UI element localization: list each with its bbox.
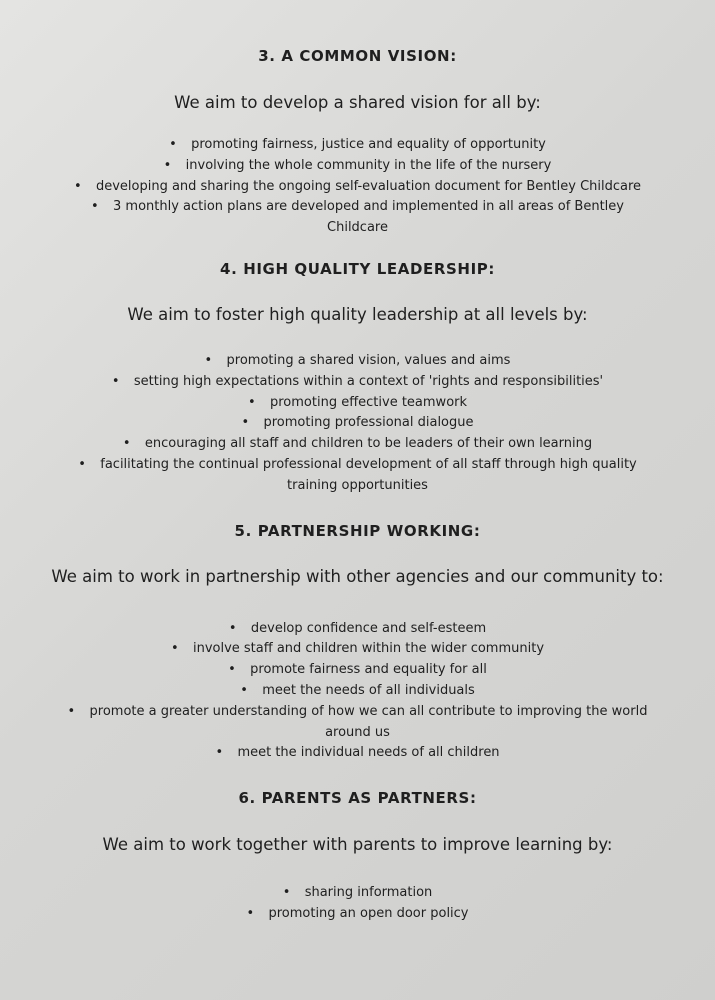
bullet-list	[0, 619, 715, 765]
bullet-icon: •	[246, 905, 255, 921]
bullet-icon: •	[240, 682, 248, 698]
bullet-icon: •	[247, 394, 256, 410]
bullet-icon: •	[78, 456, 86, 472]
section-intro: We aim to work together with parents to improve learning by:	[102, 835, 613, 855]
list-item	[60, 883, 655, 904]
list-item	[60, 434, 655, 455]
list-item	[60, 372, 655, 393]
list-item-text: promote a greater understanding of how we can all contribute to improving the world around us	[89, 703, 648, 740]
list-item-text: involve staff and children within the wider community	[192, 641, 545, 657]
bullet-icon: •	[204, 352, 213, 368]
list-item-text: meet the needs of all individuals	[262, 682, 475, 698]
list-item	[60, 197, 655, 239]
bullet-list	[0, 351, 715, 497]
list-item	[60, 177, 655, 198]
list-item	[60, 660, 655, 681]
bullet-icon: •	[73, 178, 82, 194]
list-item	[60, 351, 655, 372]
section-intro: We aim to develop a shared vision for all by:	[174, 93, 541, 112]
bullet-list	[0, 135, 715, 239]
bullet-icon: •	[67, 703, 76, 719]
list-item	[60, 743, 655, 764]
list-item	[60, 619, 655, 640]
list-item	[60, 393, 655, 414]
list-item-text: develop confidence and self-esteem	[250, 620, 487, 636]
section-intro: We aim to foster high quality leadership at all levels by:	[127, 304, 588, 324]
list-item-text: involving the whole community in the life of the nursery	[185, 157, 552, 173]
list-item	[60, 639, 655, 660]
section-heading: 3. A COMMON VISION:	[258, 47, 457, 65]
list-item-text: setting high expectations within a context of 'rights and responsibilities'	[133, 373, 604, 389]
list-item	[60, 702, 655, 744]
section-heading: 6. PARENTS AS PARTNERS:	[238, 789, 477, 808]
list-item-text: promote fairness and equality for all	[250, 662, 487, 678]
section-intro: We aim to work in partnership with other agencies and our community to:	[51, 566, 664, 586]
list-item-text: encouraging all staff and children to be leaders of their own learning	[144, 436, 593, 452]
bullet-icon: •	[169, 137, 177, 152]
list-item-text: promoting fairness, justice and equality of opportunity	[191, 137, 546, 152]
list-item	[60, 413, 655, 434]
section-parents-as-partners	[0, 786, 715, 925]
list-item-text: 3 monthly action plans are developed and implemented in all areas of Bentley Childcare	[113, 199, 624, 236]
bullet-icon: •	[228, 620, 237, 636]
bullet-icon: •	[228, 662, 236, 678]
list-item-text: promoting effective teamwork	[269, 394, 468, 410]
list-item-text: promoting a shared vision, values and aims	[226, 352, 511, 368]
bullet-icon: •	[111, 373, 120, 389]
section-partnership-working	[0, 519, 715, 765]
section-heading: 4. HIGH QUALITY LEADERSHIP:	[220, 259, 495, 278]
bullet-icon: •	[170, 641, 179, 657]
list-item-text: sharing information	[304, 885, 433, 901]
list-item-text: developing and sharing the ongoing self-evaluation document for Bentley Childcare	[95, 178, 642, 194]
list-item	[60, 455, 655, 497]
list-item-text: facilitating the continual professional development of all staff through high quality training opportunities	[100, 456, 637, 493]
bullet-icon: •	[122, 436, 131, 452]
bullet-icon: •	[241, 415, 250, 431]
list-item	[60, 904, 655, 925]
bullet-icon: •	[163, 157, 172, 173]
bullet-icon: •	[215, 745, 224, 761]
bullet-list	[0, 883, 715, 925]
list-item-text: meet the individual needs of all children	[237, 745, 500, 761]
list-item-text: promoting professional dialogue	[263, 415, 474, 431]
bullet-icon: •	[91, 199, 99, 215]
list-item	[60, 156, 655, 177]
section-heading: 5. PARTNERSHIP WORKING:	[234, 521, 481, 540]
bullet-icon: •	[282, 885, 291, 901]
list-item	[60, 681, 655, 702]
list-item	[60, 135, 655, 156]
section-common-vision	[0, 44, 715, 239]
section-high-quality-leadership	[0, 257, 715, 497]
list-item-text: promoting an open door policy	[268, 905, 469, 921]
